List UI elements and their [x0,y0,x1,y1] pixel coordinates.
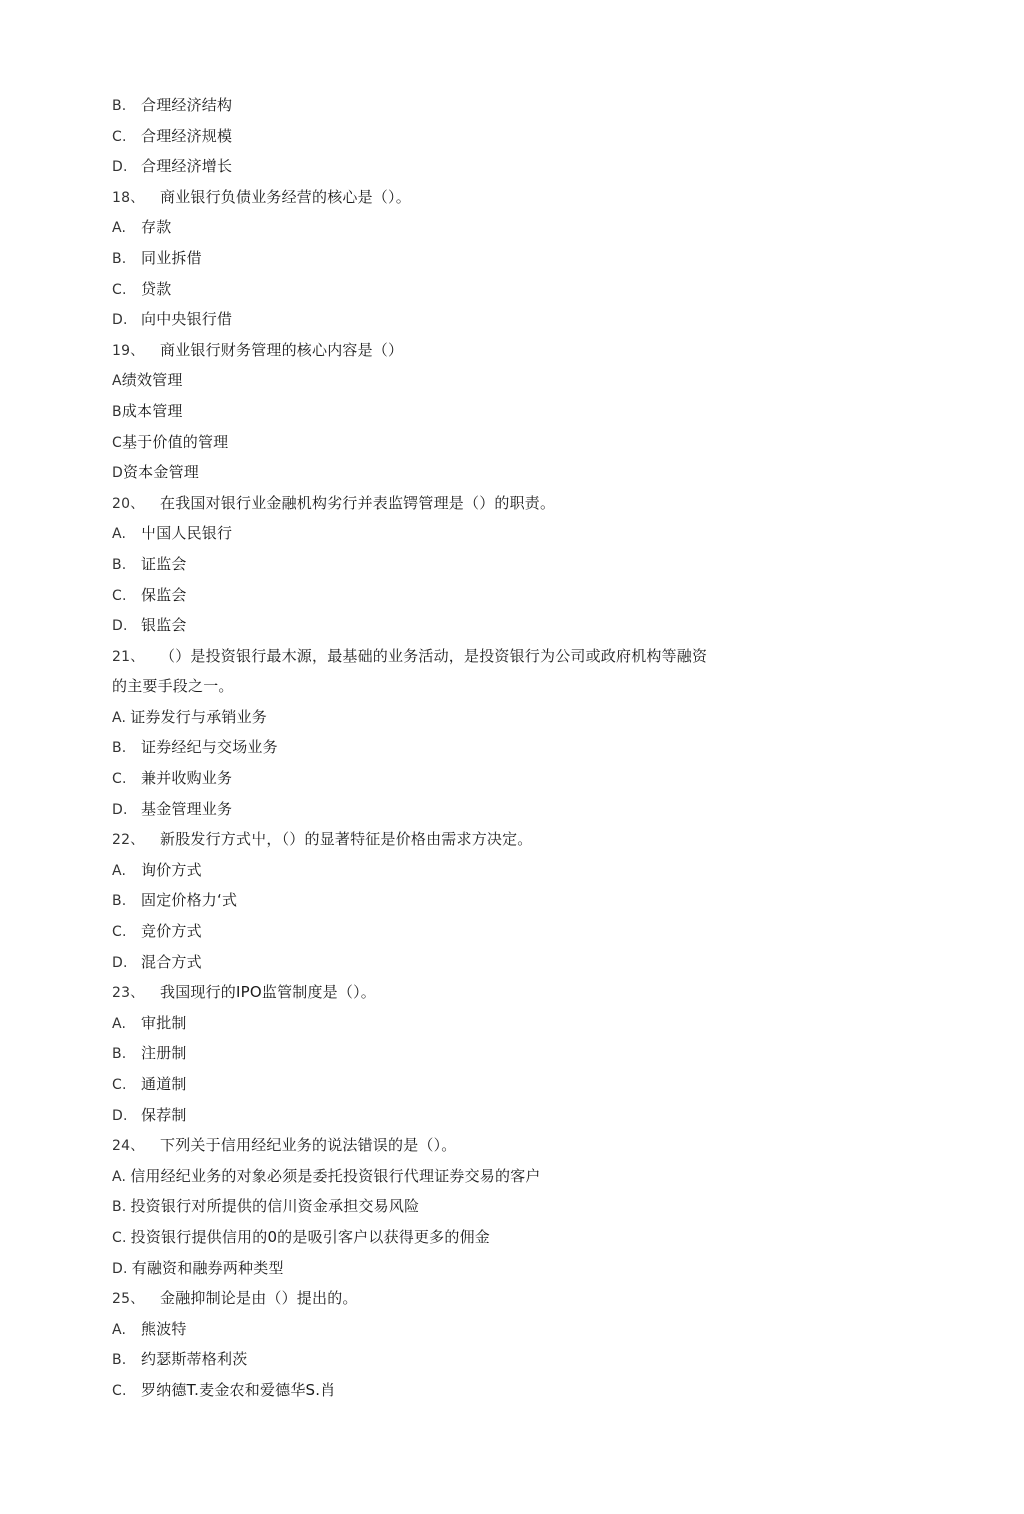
option-text: 合理经济结构 [141,96,233,114]
option-letter: B [112,403,122,420]
option-text: 混合方式 [141,952,202,971]
option-text: 审批制 [141,1013,187,1032]
option-letter: C. [112,1382,127,1399]
question-number: 19、 [112,342,145,359]
question-text: 金融抑制论是由（）提出的。 [160,1289,358,1308]
option-text: 熊波特 [141,1319,187,1338]
question-number: 20、 [112,495,145,512]
option-letter: A. [112,709,127,726]
question-text: 我国现行的IPO监管制度是（）。 [160,983,376,1002]
option-letter: A. [112,220,127,237]
option-text: 基于价值的管理 [121,432,229,451]
option-text: 罗纳德T.麦金农和爱德华S.肖 [141,1380,336,1399]
option-letter: B. [112,1046,127,1063]
option-letter: A [112,373,122,390]
option-line [112,90,912,121]
option-letter: B. [112,98,127,114]
option-letter: B. [112,740,127,757]
option-line [112,610,912,641]
question-number: 25、 [112,1291,145,1308]
option-letter: A. [112,1321,127,1338]
option-text: 通道制 [141,1075,187,1093]
option-line [112,1253,912,1284]
option-line [112,794,912,825]
question-line [112,641,912,672]
option-letter: C. [112,1229,127,1246]
option-line [112,1314,912,1345]
option-line [112,365,912,396]
option-line [112,885,912,916]
option-line [112,732,912,763]
option-text: 合理经济规模 [141,126,233,145]
question-number: 21、 [112,648,145,665]
question-line [112,488,912,519]
question-text: 商业银行财务管理的核心内容是（） [160,340,404,359]
option-text: 存款 [141,218,172,237]
option-line [112,151,912,182]
option-letter: A. [112,1015,127,1032]
option-line [112,396,912,427]
option-text: 证券发行与承销业务 [130,707,267,726]
option-line [112,947,912,978]
option-line [112,274,912,305]
option-letter: C. [112,924,127,941]
option-text: 投资银行提供信用的0的是吸引客户以获得更多的佣金 [130,1227,490,1246]
option-line [112,1069,912,1100]
question-number: 22、 [112,832,145,849]
option-text: 保监会 [141,585,187,604]
question-text: 下列关于信用经纪业务的说法错误的是（）。 [160,1136,457,1155]
option-text: 贷款 [141,279,172,298]
option-letter: A. [112,526,127,543]
option-line [112,855,912,886]
option-letter: D. [112,1260,128,1277]
option-text: 绩效管理 [121,371,183,390]
option-text: 兼并收购业务 [141,769,233,788]
option-text: 竞价方式 [141,922,202,941]
option-letter: D [112,465,123,482]
option-line [112,1191,912,1222]
question-text: 商业银行负债业务经营的核心是（）。 [160,187,411,206]
option-letter: B. [112,1199,127,1216]
question-continuation-line [112,671,912,702]
question-line [112,977,912,1008]
option-text: 银监会 [141,616,187,635]
option-letter: D. [112,618,128,635]
option-line [112,549,912,580]
option-line [112,243,912,274]
option-text: 保荐制 [141,1105,187,1124]
option-letter: B. [112,1352,127,1369]
option-text: 证监会 [141,554,187,573]
option-letter: A. [112,862,127,879]
option-text: 固定价格力‘式 [141,891,238,910]
option-line [112,1161,912,1192]
option-text: 询价方式 [141,860,202,879]
question-number: 24、 [112,1138,145,1155]
question-line [112,824,912,855]
option-text: 约瑟斯蒂格利茨 [141,1350,248,1369]
option-letter: A. [112,1168,127,1185]
question-line [112,1130,912,1161]
option-line [112,916,912,947]
option-line [112,121,912,152]
question-number: 18、 [112,189,145,206]
option-letter: B. [112,556,127,573]
option-line [112,702,912,733]
option-letter: C. [112,128,127,145]
option-letter: C [112,434,122,451]
question-text: 在我国对银行业金融机构劣行并表监锷管理是（）的职责。 [160,493,556,512]
option-letter: B. [112,250,127,267]
option-text: 注册制 [141,1044,187,1063]
option-text: 资本金管理 [122,463,199,482]
option-letter: D. [112,312,128,329]
option-line [112,212,912,243]
option-letter: C. [112,771,127,788]
option-line [112,427,912,458]
option-text: 合理经济增长 [141,157,233,176]
question-number: 23、 [112,985,145,1002]
option-letter: D. [112,801,128,818]
option-line [112,763,912,794]
question-line [112,1283,912,1314]
option-text: 信用经纪业务的对象必须是委托投资银行代理证券交易的客户 [130,1166,541,1185]
option-text: 投资银行对所提供的信川资金承担交易风险 [130,1197,420,1216]
option-text: 成本管理 [121,401,183,420]
question-text: 的主要手段之一。 [112,677,234,696]
option-line [112,1038,912,1069]
option-line [112,1100,912,1131]
option-text: 屮国人民银行 [141,524,233,543]
option-text: 同业拆借 [141,248,202,267]
option-line [112,518,912,549]
option-text: 有融资和融券两种类型 [131,1258,284,1277]
question-text: （）是投资银行最木源，最基础的业务活动，是投资银行为公司或政府机构等融资 [160,646,708,665]
question-line [112,335,912,366]
document-page [112,90,912,1406]
option-line [112,457,912,488]
option-letter: D. [112,159,128,176]
option-line [112,304,912,335]
option-line [112,1344,912,1375]
question-line [112,182,912,213]
option-letter: C. [112,587,127,604]
option-letter: D. [112,1107,128,1124]
option-text: 基金管理业务 [141,799,233,818]
option-line [112,1008,912,1039]
option-letter: B. [112,893,127,910]
option-letter: C. [112,281,127,298]
question-text: 新股发行方式屮，（）的显著特征是价格由需求方决定。 [160,830,533,849]
option-line [112,1375,912,1406]
option-letter: D. [112,954,128,971]
option-line [112,1222,912,1253]
option-text: 证券经纪与交场业务 [141,738,278,757]
option-line [112,580,912,611]
option-letter: C. [112,1077,127,1093]
option-text: 向中央银行借 [141,310,233,329]
